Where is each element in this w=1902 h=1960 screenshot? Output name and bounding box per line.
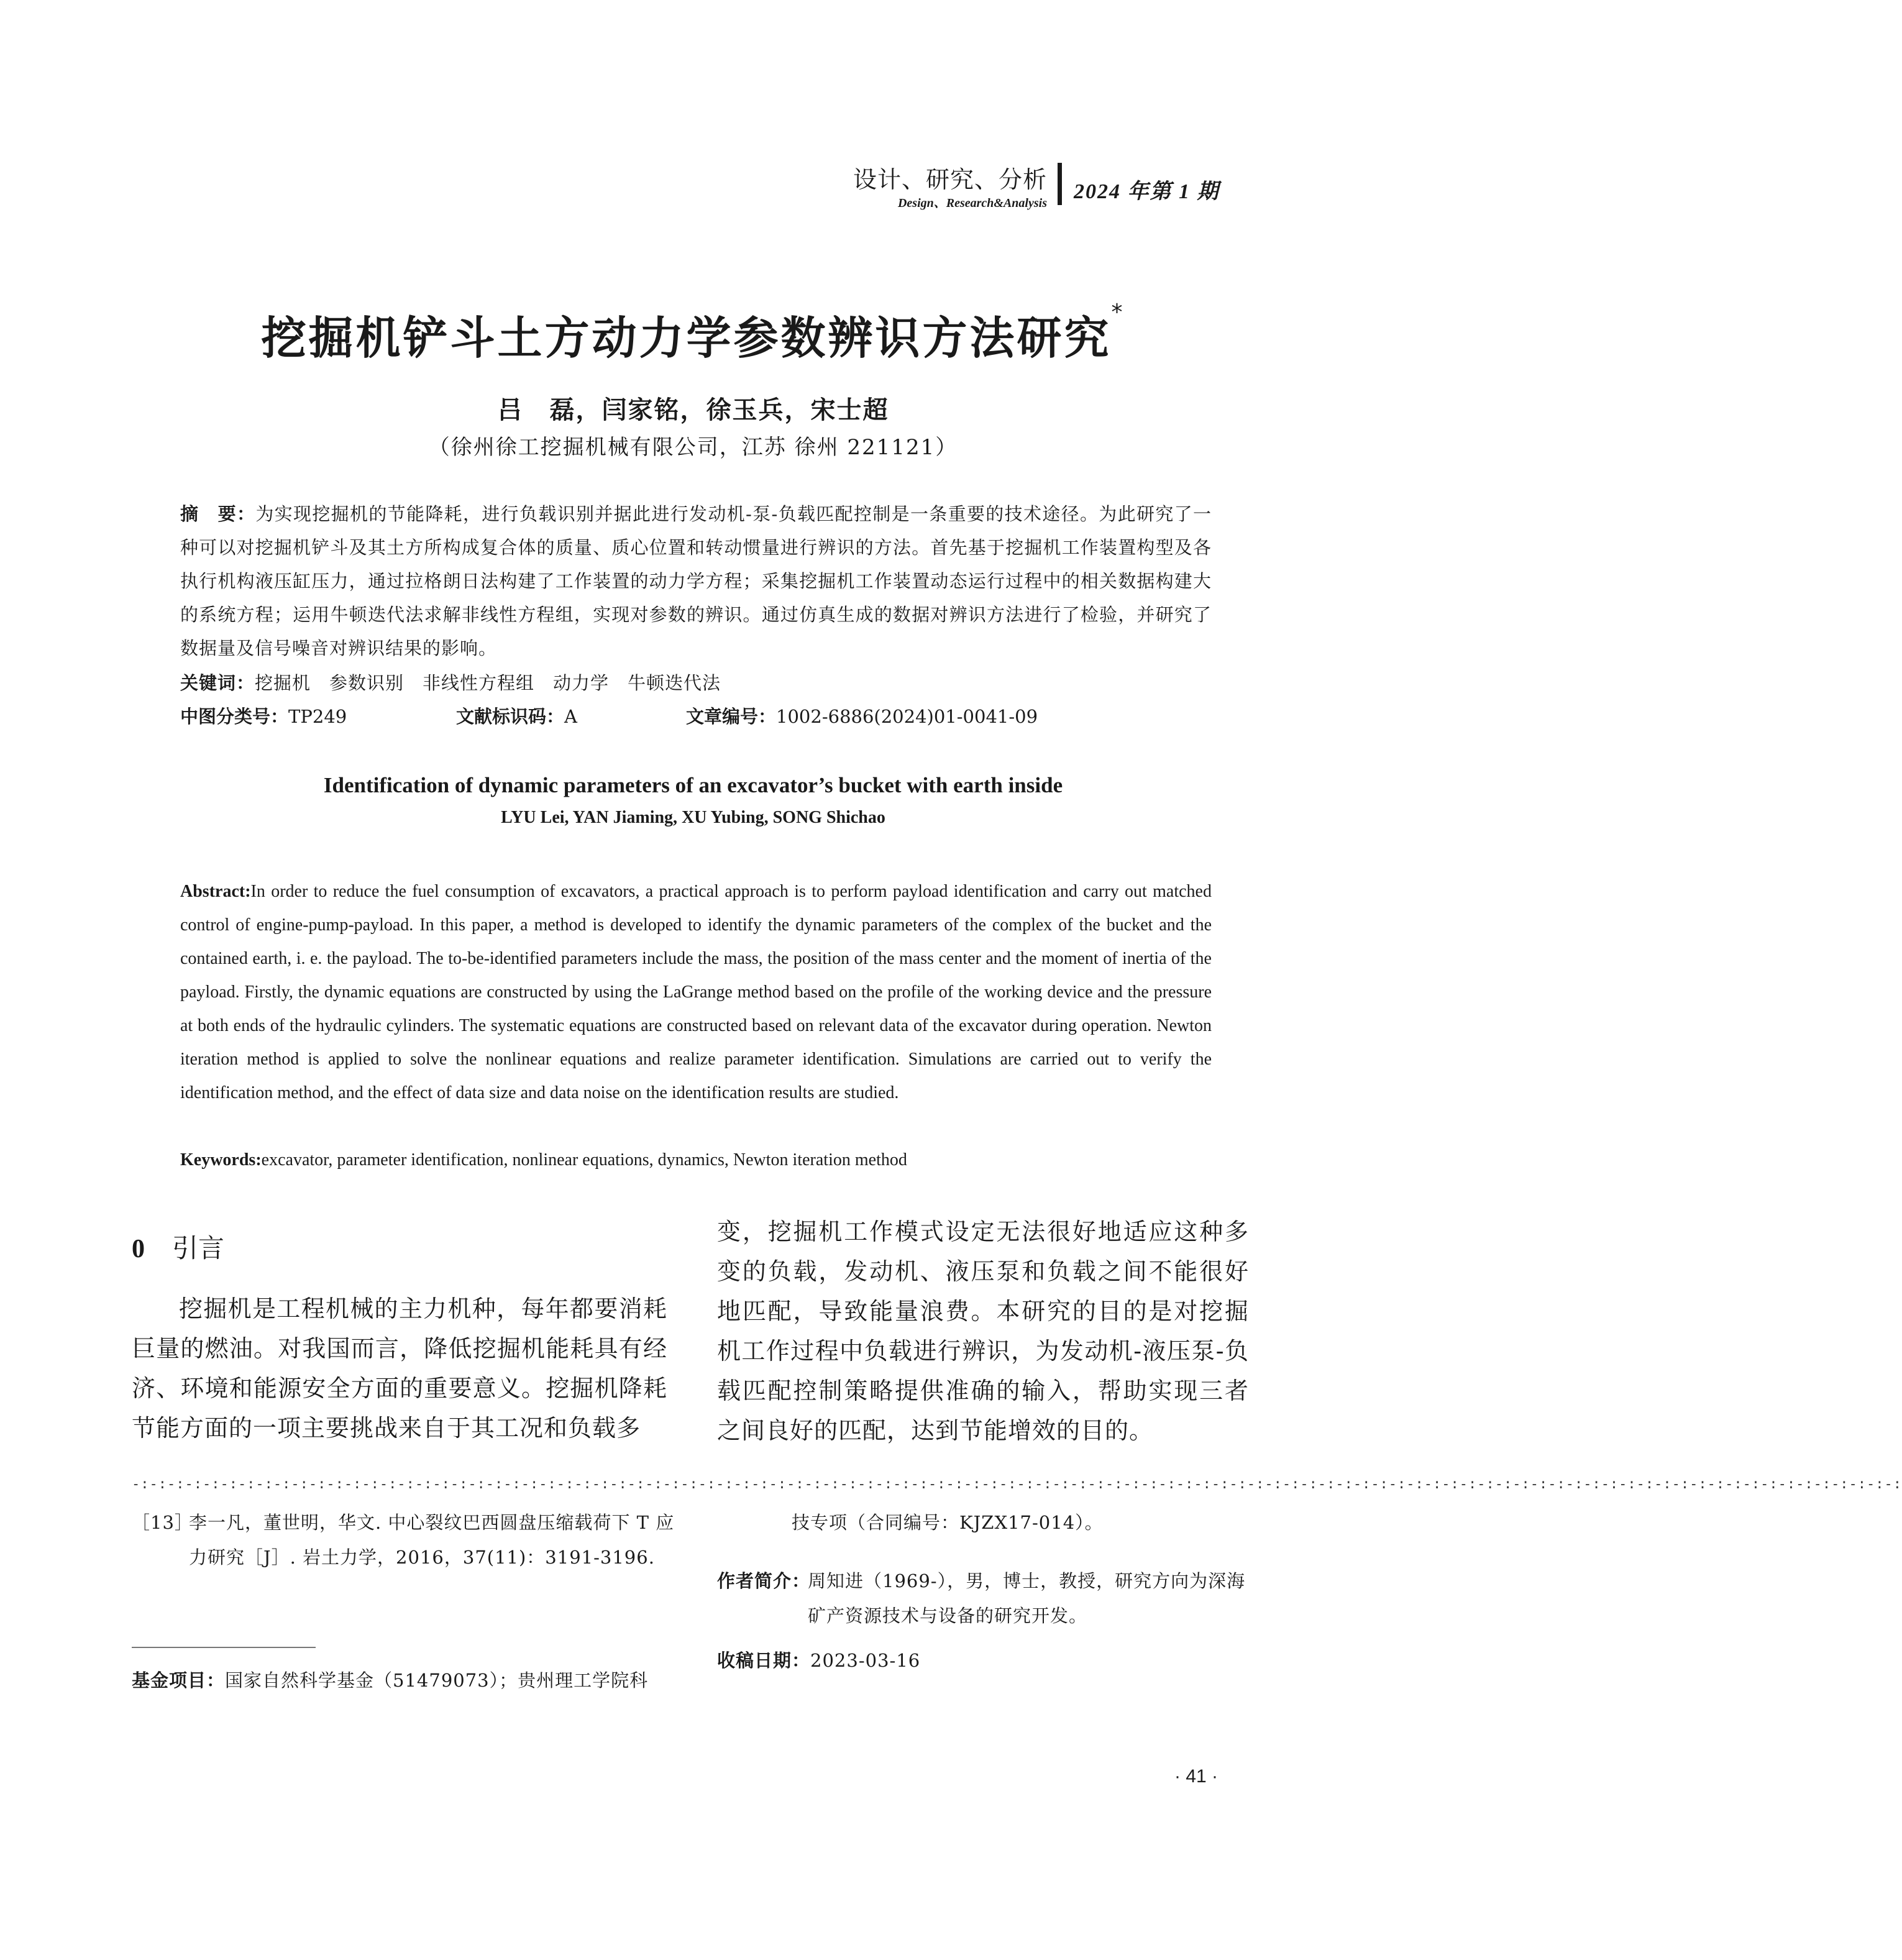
- header-section-cn: 设计、研究、分析: [853, 166, 1047, 193]
- funding-note-continued: 技专项（合同编号：KJZX17-014）。: [792, 1512, 1104, 1533]
- paper-authors: 吕 磊，闫家铭，徐玉兵，宋士超: [497, 396, 889, 424]
- section-heading: [132, 1228, 224, 1265]
- keywords-en-text: excavator, parameter identification, nonlinear equations, dynamics, Newton iteration method: [261, 1150, 907, 1170]
- body-paragraph-left: 挖掘机是工程机械的主力机种，每年都要消耗巨量的燃油。对我国而言，降低挖掘机能耗具有经济、环境和能源安全方面的重要意义。挖掘机降耗节能方面的一项主要挑战来自于其工况和负载多: [132, 1295, 667, 1442]
- title-footnote-mark: *: [1111, 300, 1125, 325]
- article-number: [686, 700, 1038, 733]
- keywords-en-label: Keywords:: [180, 1150, 262, 1170]
- abstract-cn: [180, 497, 1212, 665]
- abstract-en-text: In order to reduce the fuel consumption of excavators, a practical approach is to perform payload identification and carry out matched control of engine-pump-payload. In this paper, a method is developed to identify the dynamic parameters of the complex of the bucket and the contained earth, i. e. the payload. The to-be-identified parameters include the mass, the position of the mass center and the moment of inertia of the payload. Firstly, the dynamic equations are constructed by using the LaGrange method based on the profile of the working device and the pressure at both ends of the hydraulic cylinders. The systematic equations are constructed based on relevant data of the excavator during operation. Newton iteration method is applied to solve the nonlinear equations and realize parameter identification. Simulations are carried out to verify the identification method, and the effect of data size and data noise on the identification results are studied.: [180, 882, 1212, 1102]
- paper-title: [0, 302, 1386, 367]
- english-authors: LYU Lei, YAN Jiaming, XU Yubing, SONG Shichao: [501, 808, 885, 827]
- article-value: 1002-6886(2024)01-0041-09: [776, 706, 1038, 727]
- document-code: [456, 700, 577, 733]
- body-paragraph-right: 变，挖掘机工作模式设定无法很好地适应这种多变的负载，发动机、液压泵和负载之间不能很好地匹配，导致能量浪费。本研究的目的是对挖掘机工作过程中负载进行辨识，为发动机-液压泵-负载匹配控制策略提供准确的输入，帮助实现三者之间良好的匹配，达到节能增效的目的。: [717, 1218, 1249, 1444]
- header-section-en: Design、Research&Analysis: [897, 196, 1047, 210]
- english-title: Identification of dynamic parameters of an excavator’s bucket with earth inside: [323, 773, 1063, 797]
- abstract-cn-label: 摘 要：: [180, 503, 256, 524]
- section-title: 引言: [172, 1233, 225, 1263]
- received-date: [717, 1643, 1258, 1678]
- abstract-en: [180, 875, 1212, 1110]
- keywords-en: [180, 1143, 1212, 1177]
- reference-label: ［13］: [132, 1512, 193, 1533]
- doc-label: 文献标识码：: [456, 706, 565, 727]
- keywords-cn: [180, 666, 1212, 700]
- paper-affiliation: （徐州徐工挖掘机械有限公司，江苏 徐州 221121）: [428, 435, 958, 460]
- header-issue: 2024 年第 1 期: [1074, 180, 1220, 203]
- clc-value: TP249: [288, 706, 347, 727]
- keywords-cn-label: 关键词：: [180, 672, 255, 694]
- abstract-en-label: Abstract:: [180, 882, 251, 901]
- author-bio: [717, 1564, 1258, 1633]
- author-bio-text: 周知进（1969-），男，博士，教授，研究方向为深海矿产资源技术与设备的研究开发。: [808, 1570, 1246, 1626]
- clc-label: 中图分类号：: [180, 706, 289, 727]
- reference-item: [132, 1505, 679, 1575]
- paper-title-text: 挖掘机铲斗土方动力学参数辨识方法研究: [261, 312, 1112, 364]
- section-number: 0: [132, 1235, 145, 1263]
- dotted-separator: -:-:-:-:-:-:-:-:-:-:-:-:-:-:-:-:-:-:-:-:-:-:-:-:-:-:-:-:-:-:-:-:-:-:-:-:-:-:-:-:-:-:-:-:-:-:-:-:-:-:-:-:-:-:-:-:-:-:-:-:-:-:-:-:-:-:-:-:-:-:-:-:-:-:-:-:-:-:-:-:-:-:-:-:-:-:-:-:-:-:-:-:-:-:-:-:-:-:-:-:: [132, 1477, 1902, 1492]
- doc-value: A: [564, 706, 577, 727]
- header-divider: [1058, 163, 1062, 205]
- funding-label: 基金项目：: [132, 1670, 226, 1691]
- page-number: · 41 ·: [1174, 1766, 1218, 1787]
- author-bio-label: 作者简介：: [717, 1570, 811, 1591]
- keywords-cn-text: 挖掘机 参数识别 非线性方程组 动力学 牛顿迭代法: [255, 672, 721, 694]
- received-date-value: 2023-03-16: [810, 1650, 921, 1671]
- reference-text: 李一凡，董世明，华文. 中心裂纹巴西圆盘压缩载荷下 T 应力研究［J］. 岩土力学，2016，37(11)：3191-3196.: [189, 1512, 675, 1568]
- clc-number: [180, 700, 347, 733]
- funding-text: 国家自然科学基金（51479073）；贵州理工学院科: [225, 1670, 649, 1691]
- funding-note: [132, 1663, 679, 1698]
- received-date-label: 收稿日期：: [717, 1650, 811, 1671]
- abstract-cn-text: 为实现挖掘机的节能降耗，进行负载识别并据此进行发动机-泵-负载匹配控制是一条重要的技术途径。为此研究了一种可以对挖掘机铲斗及其土方所构成复合体的质量、质心位置和转动惯量进行辨识的方法。首先基于挖掘机工作装置构型及各执行机构液压缸压力，通过拉格朗日法构建了工作装置的动力学方程；采集挖掘机工作装置动态运行过程中的相关数据构建大的系统方程；运用牛顿迭代法求解非线性方程组，实现对参数的辨识。通过仿真生成的数据对辨识方法进行了检验，并研究了数据量及信号噪音对辨识结果的影响。: [180, 503, 1212, 659]
- article-label: 文章编号：: [686, 706, 777, 727]
- footnote-rule: [132, 1647, 316, 1648]
